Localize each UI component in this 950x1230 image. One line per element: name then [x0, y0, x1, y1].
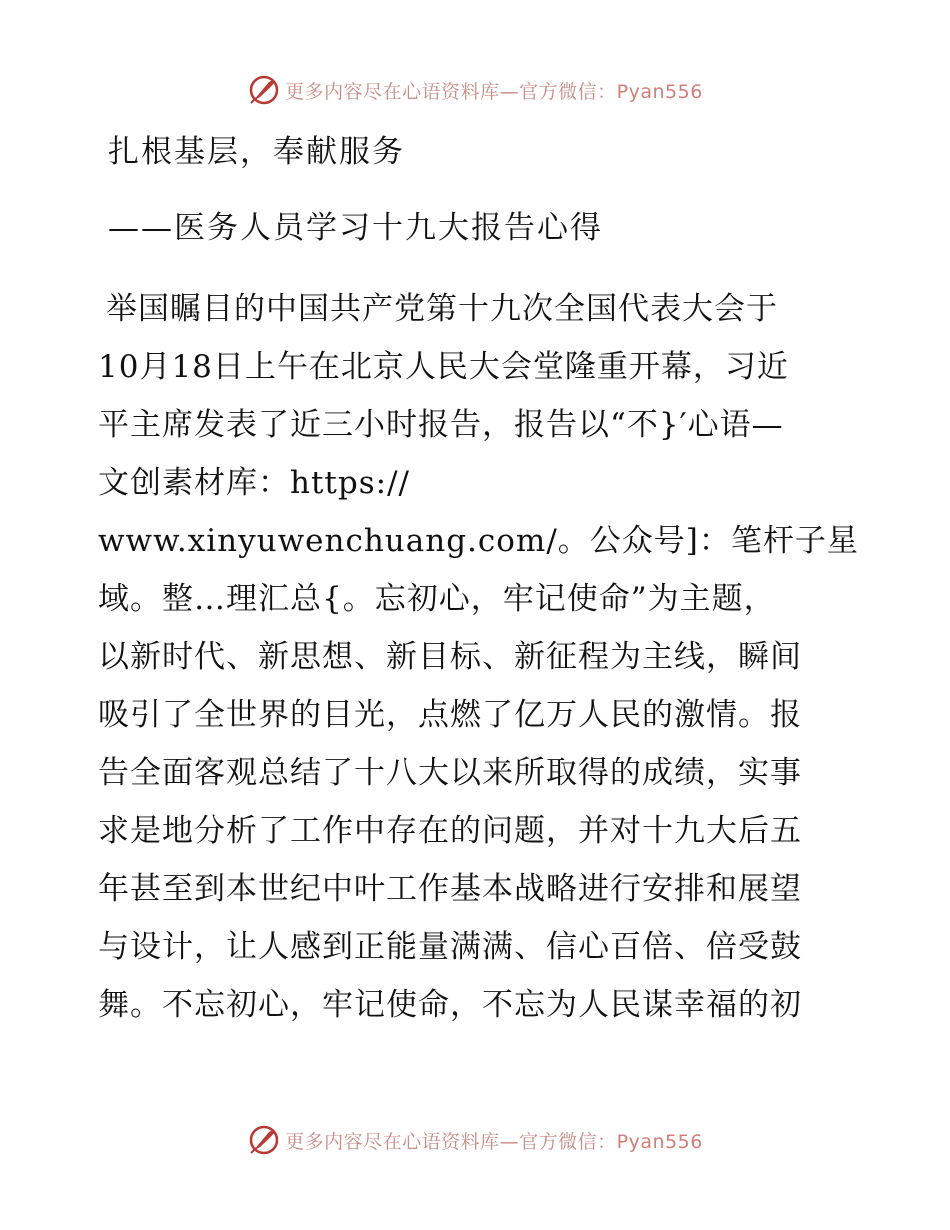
paragraph-line: 求是地分析了工作中存在的问题，并对十九大后五 — [98, 813, 802, 849]
wechat-id: Pyan556 — [616, 80, 703, 103]
paragraph-line: 吸引了全世界的目光，点燃了亿万人民的激情。报 — [98, 697, 802, 733]
document-body — [98, 120, 858, 1034]
paragraph-line: 与设计，让人感到正能量满满、信心百倍、倍受鼓 — [98, 929, 802, 965]
paragraph-line: 年甚至到本世纪中叶工作基本战略进行安排和展望 — [98, 871, 802, 907]
wechat-id: Pyan556 — [616, 1130, 703, 1153]
paragraph-line: www.xinyuwenchuang.com/。公众号]：笔杆子星 — [98, 523, 859, 559]
paragraph-line: 10月18日上午在北京人民大会堂隆重开幕，习近 — [98, 349, 789, 385]
paragraph — [98, 280, 858, 1034]
quill-pen-circle-icon — [247, 1123, 281, 1157]
paragraph-line: 平主席发表了近三小时报告，报告以“不}′心语— — [98, 407, 784, 443]
header-banner — [0, 70, 950, 110]
banner-text: 更多内容尽在心语资料库—官方微信：Pyan556 — [285, 1130, 703, 1153]
quill-pen-circle-icon — [247, 73, 281, 107]
paragraph-line: 域。整…理汇总{。忘初心，牢记使命”为主题， — [98, 581, 776, 617]
document-title: 扎根基层，奉献服务 — [108, 134, 405, 170]
footer-banner — [0, 1120, 950, 1160]
paragraph-line: 舞。不忘初心，牢记使命，不忘为人民谋幸福的初 — [98, 987, 802, 1023]
banner-text: 更多内容尽在心语资料库—官方微信：Pyan556 — [285, 80, 703, 103]
paragraph-line: 告全面客观总结了十八大以来所取得的成绩，实事 — [98, 755, 802, 791]
document-subtitle: ——医务人员学习十九大报告心得 — [108, 210, 603, 246]
paragraph-line: 以新时代、新思想、新目标、新征程为主线，瞬间 — [98, 639, 802, 675]
paragraph-line: 文创素材库：https:// — [98, 465, 410, 501]
paragraph-line: 举国瞩目的中国共产党第十九次全国代表大会于 — [106, 291, 778, 327]
